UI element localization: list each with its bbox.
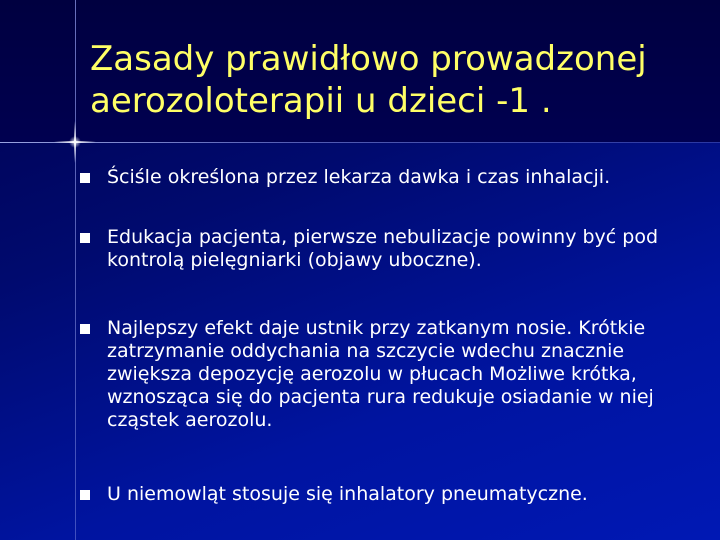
bullet-text: Najlepszy efekt daje ustnik przy zatkanym nosie. Krótkie zatrzymanie oddychania na szczycie wdechu znacznie zwiększa depozycję aerozolu w płucach Możliwe krótka, wznosząca się do pacjenta rura redukuje osiadanie w niej cząstek aerozolu. xyxy=(107,317,654,431)
square-bullet-icon xyxy=(80,173,90,183)
square-bullet-icon xyxy=(80,324,90,334)
bullet-text: Edukacja pacjenta, pierwsze nebulizacje powinny być pod kontrolą pielęgniarki (objawy uboczne). xyxy=(107,226,659,271)
square-bullet-icon xyxy=(80,233,90,243)
bullet-text: Ściśle określona przez lekarza dawka i czas inhalacji. xyxy=(107,166,611,188)
square-bullet-icon xyxy=(80,490,90,500)
slide-title: Zasady prawidłowo prowadzonej aerozoloterapii u dzieci -1 . xyxy=(90,39,647,121)
bullet-text: U niemowląt stosuje się inhalatory pneumatyczne. xyxy=(107,483,588,505)
